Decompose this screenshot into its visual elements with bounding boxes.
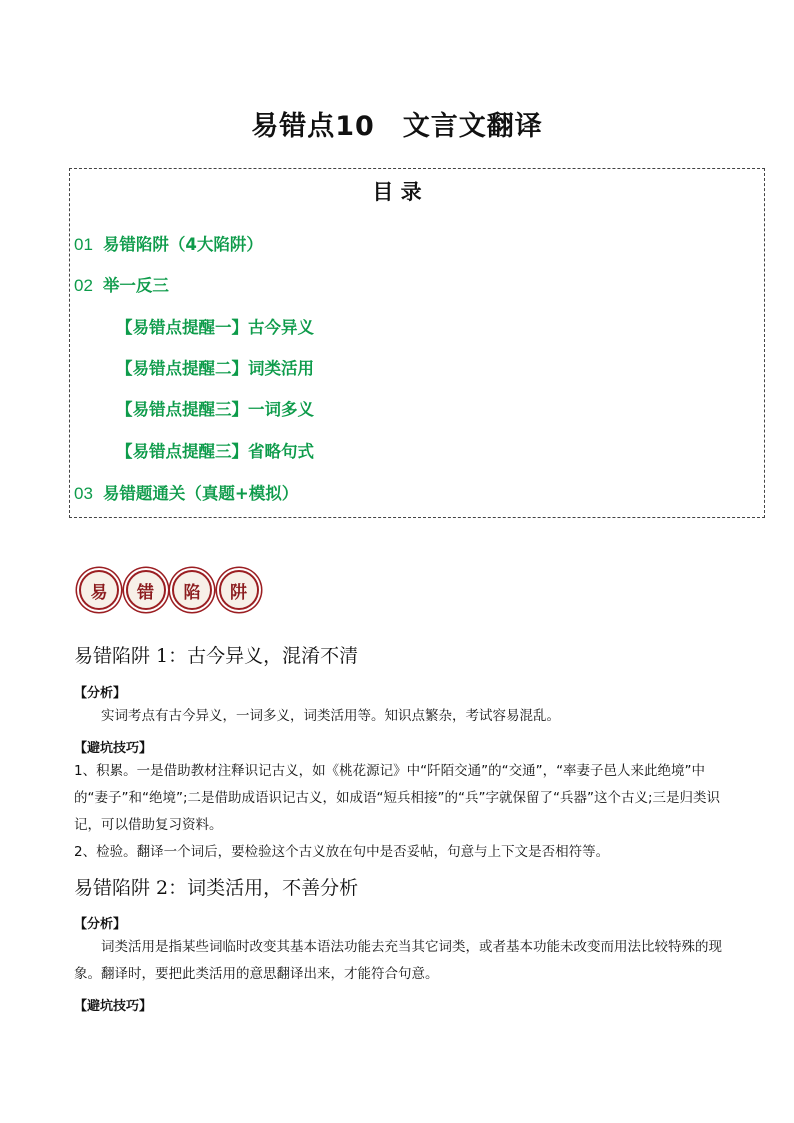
trap1-tips-label: 【避坑技巧】 bbox=[74, 741, 153, 756]
trap2-analysis-text: 词类活用是指某些词临时改变其基本语法功能去充当其它词类，或者基本功能未改变而用法比较特殊的现象。翻译时，要把此类活用的意思翻译出来，才能符合句意。 bbox=[74, 939, 722, 982]
toc-item-label: 易错题通关（真题+模拟） bbox=[102, 484, 299, 503]
toc-item-label: 【易错点提醒二】词类活用 bbox=[116, 359, 314, 378]
toc-box bbox=[69, 168, 765, 518]
page-title: 易错点10 文言文翻译 bbox=[251, 111, 543, 142]
trap1-heading: 易错陷阱 1：古今异义，混淆不清 bbox=[74, 645, 359, 667]
toc-heading: 目 录 bbox=[372, 180, 422, 204]
trap2-heading: 易错陷阱 2：词类活用，不善分析 bbox=[74, 877, 359, 899]
toc-subitem[interactable] bbox=[116, 314, 314, 338]
trap1-tip-1: 1、积累。一是借助教材注释识记古义，如《桃花源记》中“阡陌交通”的“交通”，“率妻子邑人来此绝境”中的“妻子”和“绝境”;二是借助成语识记古义，如成语“短兵相接”的“兵”字就保留了“兵器”这个古义;三是归类识记，可以借助复习资料。 bbox=[74, 763, 721, 833]
badge-char: 阱 bbox=[219, 570, 259, 610]
toc-item-label: 【易错点提醒三】一词多义 bbox=[116, 400, 314, 419]
section-badge bbox=[79, 570, 265, 610]
badge-char: 易 bbox=[79, 570, 119, 610]
toc-subitem[interactable] bbox=[116, 438, 314, 462]
toc-item-label: 【易错点提醒三】省略句式 bbox=[116, 442, 314, 461]
trap1-analysis-label: 【分析】 bbox=[74, 686, 127, 701]
toc-item-label: 【易错点提醒一】古今异义 bbox=[116, 318, 314, 337]
toc-item-label: 易错陷阱（4大陷阱） bbox=[102, 235, 263, 254]
toc-item[interactable] bbox=[74, 480, 298, 504]
toc-subitem[interactable] bbox=[116, 355, 314, 379]
trap1-tip-2: 2、检验。翻译一个词后，要检验这个古义放在句中是否妥帖，句意与上下文是否相符等。 bbox=[74, 844, 610, 860]
toc-item-number: 02 bbox=[74, 276, 93, 295]
toc-subitem[interactable] bbox=[116, 396, 314, 420]
toc-item[interactable] bbox=[74, 272, 169, 296]
badge-char: 错 bbox=[126, 570, 166, 610]
toc-item[interactable] bbox=[74, 231, 263, 255]
trap2-analysis-label: 【分析】 bbox=[74, 917, 127, 932]
toc-item-number: 01 bbox=[74, 235, 93, 254]
trap1-analysis-text: 实词考点有古今异义，一词多义，词类活用等。知识点繁杂，考试容易混乱。 bbox=[101, 708, 560, 724]
trap2-tips-label: 【避坑技巧】 bbox=[74, 999, 153, 1014]
badge-char: 陷 bbox=[172, 570, 212, 610]
toc-item-number: 03 bbox=[74, 484, 93, 503]
toc-item-label: 举一反三 bbox=[102, 276, 169, 295]
